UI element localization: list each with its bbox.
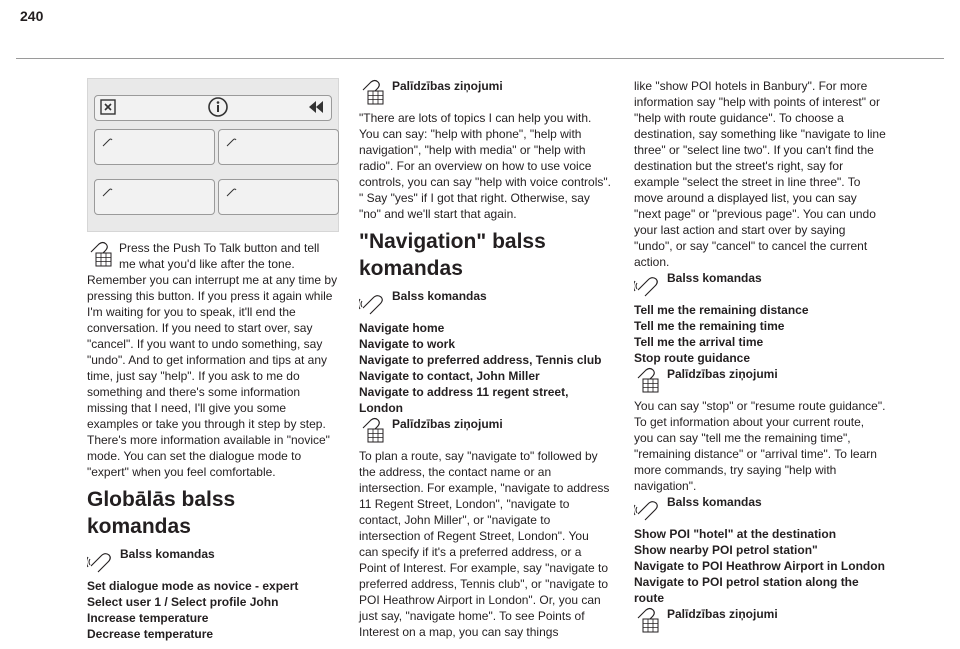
help-messages-label: Palīdzības ziņojumi	[634, 366, 886, 394]
voice-commands-label: Balss komandas	[634, 270, 886, 298]
back-icon	[305, 96, 327, 118]
column-3	[634, 78, 886, 638]
command-item: Navigate to address 11 regent street, London	[359, 385, 569, 415]
command-item: Tell me the remaining distance	[634, 303, 809, 317]
display-tile-2	[218, 129, 339, 165]
help-message-icon	[359, 78, 385, 106]
guidance-commands-list	[634, 302, 886, 366]
mic-icon	[225, 186, 239, 200]
command-item: Navigate to POI Heathrow Airport in London	[634, 559, 885, 573]
display-tile-3	[94, 179, 215, 215]
voice-command-icon	[87, 546, 113, 574]
command-item: Navigate to POI petrol station along the route	[634, 575, 859, 605]
help-messages-label: Palīdzības ziņojumi	[634, 606, 886, 634]
help-message-icon	[634, 606, 660, 634]
command-item: Navigate to contact, John Miller	[359, 369, 540, 383]
command-item: Show nearby POI petrol station"	[634, 543, 818, 557]
command-item: Tell me the remaining time	[634, 319, 785, 333]
command-item: Decrease temperature	[87, 627, 214, 641]
voice-commands-label: Balss komandas	[87, 546, 339, 574]
help-message-icon	[359, 416, 385, 444]
help-message-icon	[87, 240, 113, 268]
voice-commands-label: Balss komandas	[634, 494, 886, 522]
column-2	[359, 78, 611, 640]
command-item: Show POI "hotel" at the destination	[634, 527, 837, 541]
global-commands-heading: Globālās balss komandas	[87, 488, 236, 538]
navigation-commands-heading: "Navigation" balss komandas	[359, 230, 546, 280]
continued-paragraph: like "show POI hotels in Banbury". For more information say "help with points of interest" or "help with route guidance". To choose a destination, say something like "navigate to line three" or "select line two". If you can't find the destination but the street's right, say for example "select the street in line three". To move around a displayed list, you can say "next page" or "previous page". You can undo your last action and start over by saying "undo", or say "cancel" to cancel the current action.	[634, 79, 886, 269]
column-1	[87, 78, 339, 642]
voice-commands-label: Balss komandas	[359, 288, 611, 316]
help-messages-label: Palīdzības ziņojumi	[359, 78, 611, 106]
help-messages-label: Palīdzības ziņojumi	[359, 416, 611, 444]
intro-paragraph	[87, 240, 339, 480]
page-number: 240	[20, 8, 44, 24]
navigation-commands-list	[359, 320, 611, 416]
header-rule	[16, 58, 944, 59]
navigation-help-paragraph: To plan a route, say "navigate to" followed by the address, the contact name or an intersection. For example, "navigate to address 11 Regent Street, London", "navigate to contact, John Miller", or "navigate to intersection of Regent Street, London". You can specify if it's a preferred address, or a Point of Interest. For example, say "navigate to preferred address, Tennis club", or "navigate to POI Heathrow Airport in London". Or, you can just say, "navigate home". To see Points of Interest on a map, you can say things	[359, 449, 610, 639]
command-item: Navigate home	[359, 321, 445, 335]
guidance-help-paragraph: You can say "stop" or "resume route guidance". To get information about your current route, you can say "tell me the remaining time", "remaining distance" or "arrival time". To learn more commands, try saying "help with navigation".	[634, 399, 886, 493]
voice-command-icon	[359, 288, 385, 316]
intro-text: Press the Push To Talk button and tell me what you'd like after the tone. Remember you can interrupt me at any time by pressing this button. If you press it again while I'm waiting for you to speak, it'll end the conversation. If you need to start over, say "cancel". If you want to undo something, say "undo". And to get information and tips at any time, just say "help". If you ask to me do something and there's some information missing that I need, I'll give you some examples or take you through it step by step. There's more information available in "novice" mode. You can set the dialogue mode to "expert" when you feel comfortable.	[87, 241, 338, 479]
help-paragraph: "There are lots of topics I can help you with. You can say: "help with phone", "help with navigation", "help with media" or "help with radio". For an overview on how to use voice controls, you can say "help with voice controls". " Say "yes" if I got that right. Otherwise, say "no" and we'll start that again.	[359, 111, 611, 221]
mic-icon	[101, 136, 115, 150]
poi-commands-list	[634, 526, 886, 606]
command-item: Select user 1 / Select profile John	[87, 595, 279, 609]
global-commands-list	[87, 578, 339, 642]
display-tile-4	[218, 179, 339, 215]
display-screenshot	[87, 78, 339, 232]
command-item: Increase temperature	[87, 611, 209, 625]
info-icon	[207, 96, 229, 118]
display-tile-1	[94, 129, 215, 165]
voice-command-icon	[634, 494, 660, 522]
command-item: Tell me the arrival time	[634, 335, 764, 349]
cancel-icon	[97, 96, 119, 118]
voice-command-icon	[634, 270, 660, 298]
mic-icon	[225, 136, 239, 150]
command-item: Navigate to work	[359, 337, 456, 351]
help-message-icon	[634, 366, 660, 394]
mic-icon	[101, 186, 115, 200]
command-item: Stop route guidance	[634, 351, 751, 365]
command-item: Navigate to preferred address, Tennis club	[359, 353, 602, 367]
display-top-bar	[94, 95, 332, 121]
command-item: Set dialogue mode as novice - expert	[87, 579, 299, 593]
